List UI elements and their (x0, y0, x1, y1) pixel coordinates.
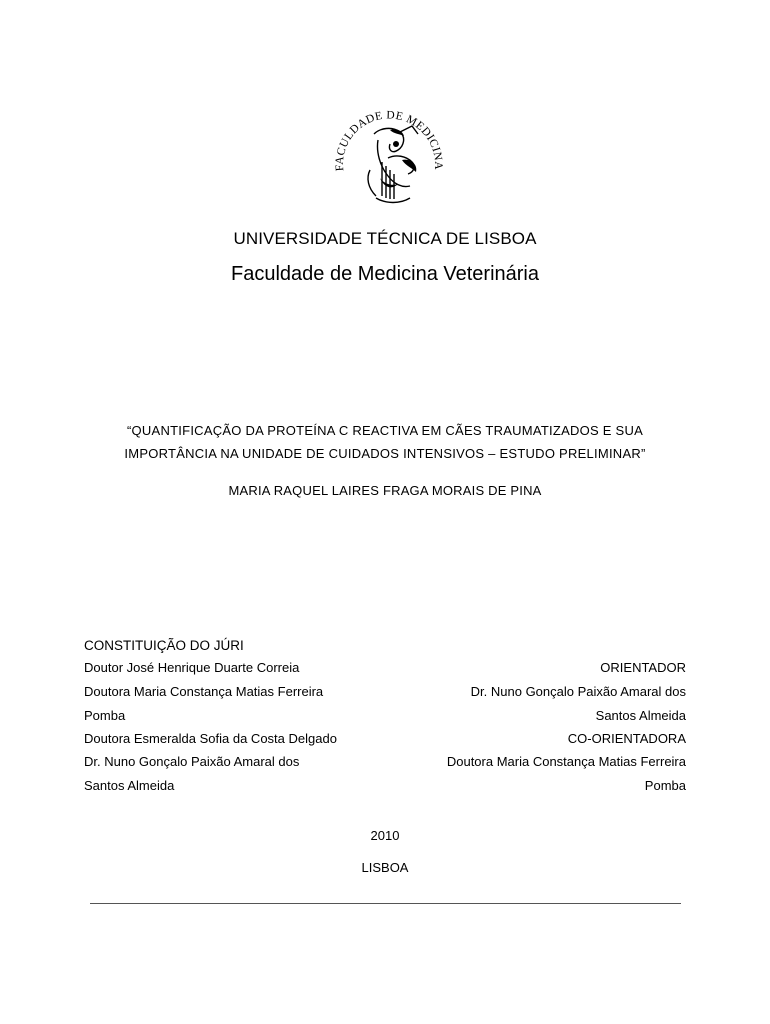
jury-member-line: Doutora Maria Constança Matias Ferreira (84, 684, 324, 699)
svg-text:FACULDADE DE MEDICINA VETERINA: FACULDADE DE MEDICINA (333, 109, 445, 172)
jury-heading: CONSTITUIÇÃO DO JÚRI (84, 638, 244, 653)
city: LISBOA (361, 860, 409, 875)
faculty-name: Faculdade de Medicina Veterinária (231, 263, 539, 285)
author-name: MARIA RAQUEL LAIRES FRAGA MORAIS DE PINA (228, 483, 542, 498)
co-supervisor-name-line: Doutora Maria Constança Matias Ferreira (446, 754, 686, 769)
faculty-seal-logo (330, 100, 448, 212)
bottom-divider (90, 903, 681, 904)
year: 2010 (370, 828, 400, 843)
university-name: UNIVERSIDADE TÉCNICA DE LISBOA (233, 229, 537, 248)
jury-member-line: Santos Almeida (84, 778, 175, 793)
co-supervisor-role-label: CO-ORIENTADORA (567, 731, 686, 746)
jury-member-line: Doutor José Henrique Duarte Correia (84, 660, 300, 675)
supervisor-name-line: Santos Almeida (595, 708, 686, 723)
thesis-title-line: “QUANTIFICAÇÃO DA PROTEÍNA C REACTIVA EM CÃES TRAUMATIZADOS E SUA (126, 423, 644, 438)
jury-member-line: Dr. Nuno Gonçalo Paixão Amaral dos (84, 754, 300, 769)
jury-member-line: Doutora Esmeralda Sofia da Costa Delgado (84, 731, 337, 746)
thesis-title-line: IMPORTÂNCIA NA UNIDADE DE CUIDADOS INTENSIVOS – ESTUDO PRELIMINAR” (124, 446, 646, 461)
jury-member-line: Pomba (84, 708, 126, 723)
supervisor-name-line: Dr. Nuno Gonçalo Paixão Amaral dos (470, 684, 686, 699)
co-supervisor-name-line: Pomba (644, 778, 686, 793)
supervisor-role-label: ORIENTADOR (600, 660, 686, 675)
